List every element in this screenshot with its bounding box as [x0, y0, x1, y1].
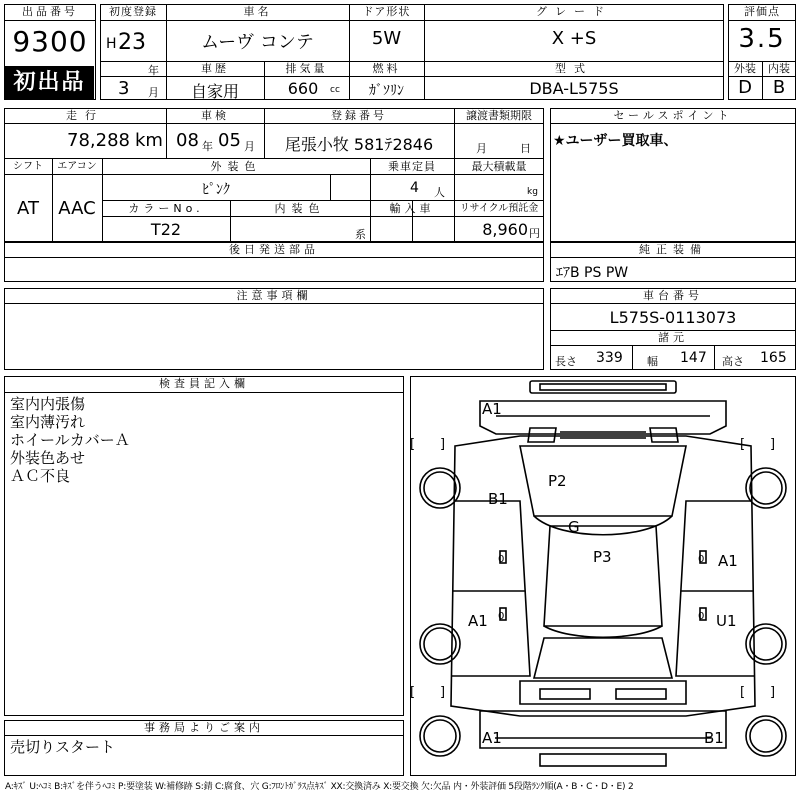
mark-glass: G [568, 518, 580, 536]
fuel-label: 燃料 [372, 62, 401, 75]
score: 3.5 [738, 24, 786, 54]
displacement-label: 排気量 [285, 62, 328, 75]
displacement-unit: cc [330, 85, 340, 95]
shift: AT [17, 198, 39, 219]
score-label: 評価点 [744, 5, 780, 18]
capacity-label: 乗車定員 [388, 160, 436, 173]
history-label: 車歴 [201, 62, 229, 75]
later-parts-label: 後日発送部品 [229, 243, 319, 256]
capacity-unit: 人 [434, 186, 445, 199]
grade-label: グレード [536, 5, 612, 18]
first-reg-year: 23 [118, 30, 146, 55]
lot-number: 9300 [12, 25, 88, 58]
inspector-label: 検査員記入欄 [159, 377, 249, 390]
zero-right-front: 0 [698, 554, 705, 565]
zero-right-rear: 0 [698, 611, 705, 622]
list-item: ＡＣ不良 [10, 467, 71, 485]
height: 165 [760, 350, 787, 366]
zero-left-rear: 0 [498, 611, 505, 622]
shift-label: シフト [13, 161, 43, 172]
inspection-label: 車検 [201, 109, 229, 122]
exterior-color-label: 外装色 [210, 160, 262, 173]
max-load-unit: kg [527, 187, 538, 197]
fuel: ｶﾞｿﾘﾝ [369, 83, 404, 99]
transfer-deadline-label: 譲渡書類期限 [466, 109, 532, 122]
list-item: 外装色あせ [10, 449, 86, 467]
mark-rear-left: A1 [482, 729, 502, 747]
capacity: 4 [410, 180, 419, 196]
recycle-unit: 円 [529, 227, 540, 240]
mark-roof: P3 [593, 548, 612, 566]
model-type: DBA-L575S [529, 79, 619, 98]
lot-number-label: 出品番号 [22, 5, 78, 18]
exterior-label: 外装 [734, 62, 756, 75]
interior-grade: B [772, 77, 786, 98]
transfer-day: 日 [520, 142, 531, 155]
color-number-label: カラーNo. [128, 202, 204, 215]
svg-text:[: [ [740, 685, 746, 700]
mark-right-front-door: A1 [718, 552, 738, 570]
first-listing-badge: 初出品 [5, 66, 94, 99]
car-diagram [410, 376, 796, 776]
model-label: 車名 [243, 5, 272, 18]
transfer-month: 月 [476, 142, 487, 155]
recycle-fee: 8,960 [482, 220, 528, 239]
first-reg-label: 初度登録 [109, 5, 157, 18]
door-label: ドア形状 [362, 5, 411, 18]
notes-label: 注意事項欄 [236, 289, 312, 302]
sales-point-text: ★ユーザー買取車、 [553, 133, 678, 149]
list-item: 室内薄汚れ [10, 413, 86, 431]
recycle-label: リサイクル預託金 [459, 203, 539, 214]
equipment: ｴｱB PS PW [556, 265, 629, 281]
interior-color-label: 内装色 [274, 202, 326, 215]
inspection-year-unit: 年 [202, 140, 213, 153]
grade: X +S [551, 28, 597, 49]
list-item: 室内内張傷 [10, 395, 86, 413]
list-item: ホイールカバーＡ [10, 431, 130, 449]
svg-text:[: [ [410, 685, 416, 700]
inspection-month: 05 [218, 130, 241, 151]
exterior-grade: D [738, 77, 752, 98]
inspector-notes [10, 395, 400, 485]
office-label: 事務局よりご案内 [144, 721, 264, 734]
width-label: 幅 [647, 355, 658, 368]
mileage: 78,288 [67, 130, 130, 151]
svg-text:[: [ [410, 437, 416, 452]
length-label: 長さ [555, 355, 577, 368]
specs-label: 諸元 [658, 331, 688, 344]
interior-color-unit: 系 [355, 228, 366, 241]
era-letter: H [106, 36, 117, 52]
sales-point-label: セールスポイント [613, 109, 733, 122]
zero-left-front: 0 [498, 554, 505, 565]
history: 自家用 [190, 82, 239, 101]
color-number: T22 [150, 220, 182, 239]
sales-point-box [550, 108, 796, 242]
displacement: 660 [287, 79, 319, 98]
max-load-label: 最大積載量 [471, 160, 527, 173]
exterior-color: ﾋﾟﾝｸ [202, 182, 230, 198]
model-name: ムーヴ コンテ [201, 32, 314, 53]
mileage-label: 走行 [66, 109, 104, 122]
height-label: 高さ [722, 355, 744, 368]
plate-label: 登録番号 [331, 109, 387, 122]
mark-hood: P2 [548, 472, 567, 490]
mark-rear-right: B1 [704, 729, 724, 747]
svg-text:]: ] [770, 685, 776, 700]
mark-left-rear-door: A1 [468, 612, 488, 630]
ac-type: AAC [58, 198, 96, 219]
svg-text:[: [ [740, 437, 746, 452]
year-unit: 年 [148, 64, 159, 77]
first-reg-month: 3 [118, 78, 130, 99]
inspection-month-unit: 月 [244, 140, 255, 153]
month-unit: 月 [148, 86, 159, 99]
chassis-label: 車台番号 [643, 289, 703, 302]
interior-label: 内装 [768, 62, 790, 75]
legend: A:ｷｽﾞ U:ﾍｺﾐ B:ｷｽﾞを伴うﾍｺﾐ P:要塗装 W:補修跡 S:錆 C:腐食、穴 G:ﾌﾛﾝﾄｶﾞﾗｽ点ｷｽﾞ XX:交換済み X:要交換 欠:欠品 内・外装評価 5段階ﾗﾝｸ順(A・B・C・D・E) 2 [5, 782, 634, 792]
import-label: 輸入車 [389, 202, 435, 215]
svg-text:]: ] [770, 437, 776, 452]
mileage-unit: km [135, 130, 163, 151]
ac-label: エアコン [57, 161, 97, 172]
plate-number: 尾張小牧 581ﾃ2846 [284, 135, 434, 154]
chassis-number: L575S-0113073 [609, 308, 737, 327]
mark-left-front-fender: B1 [488, 490, 508, 508]
equipment-label: 純正装備 [639, 243, 707, 256]
mark-front-bumper: A1 [482, 400, 502, 418]
door-type: 5W [371, 28, 402, 49]
svg-text:]: ] [440, 437, 446, 452]
mark-right-rear-door: U1 [716, 612, 737, 630]
vehicle-details-box [4, 108, 544, 242]
inspection-year: 08 [176, 130, 199, 151]
width: 147 [680, 350, 707, 366]
svg-text:]: ] [440, 685, 446, 700]
length: 339 [596, 350, 623, 366]
office-note: 売切りスタート [10, 738, 116, 756]
type-label: 型式 [555, 62, 593, 75]
